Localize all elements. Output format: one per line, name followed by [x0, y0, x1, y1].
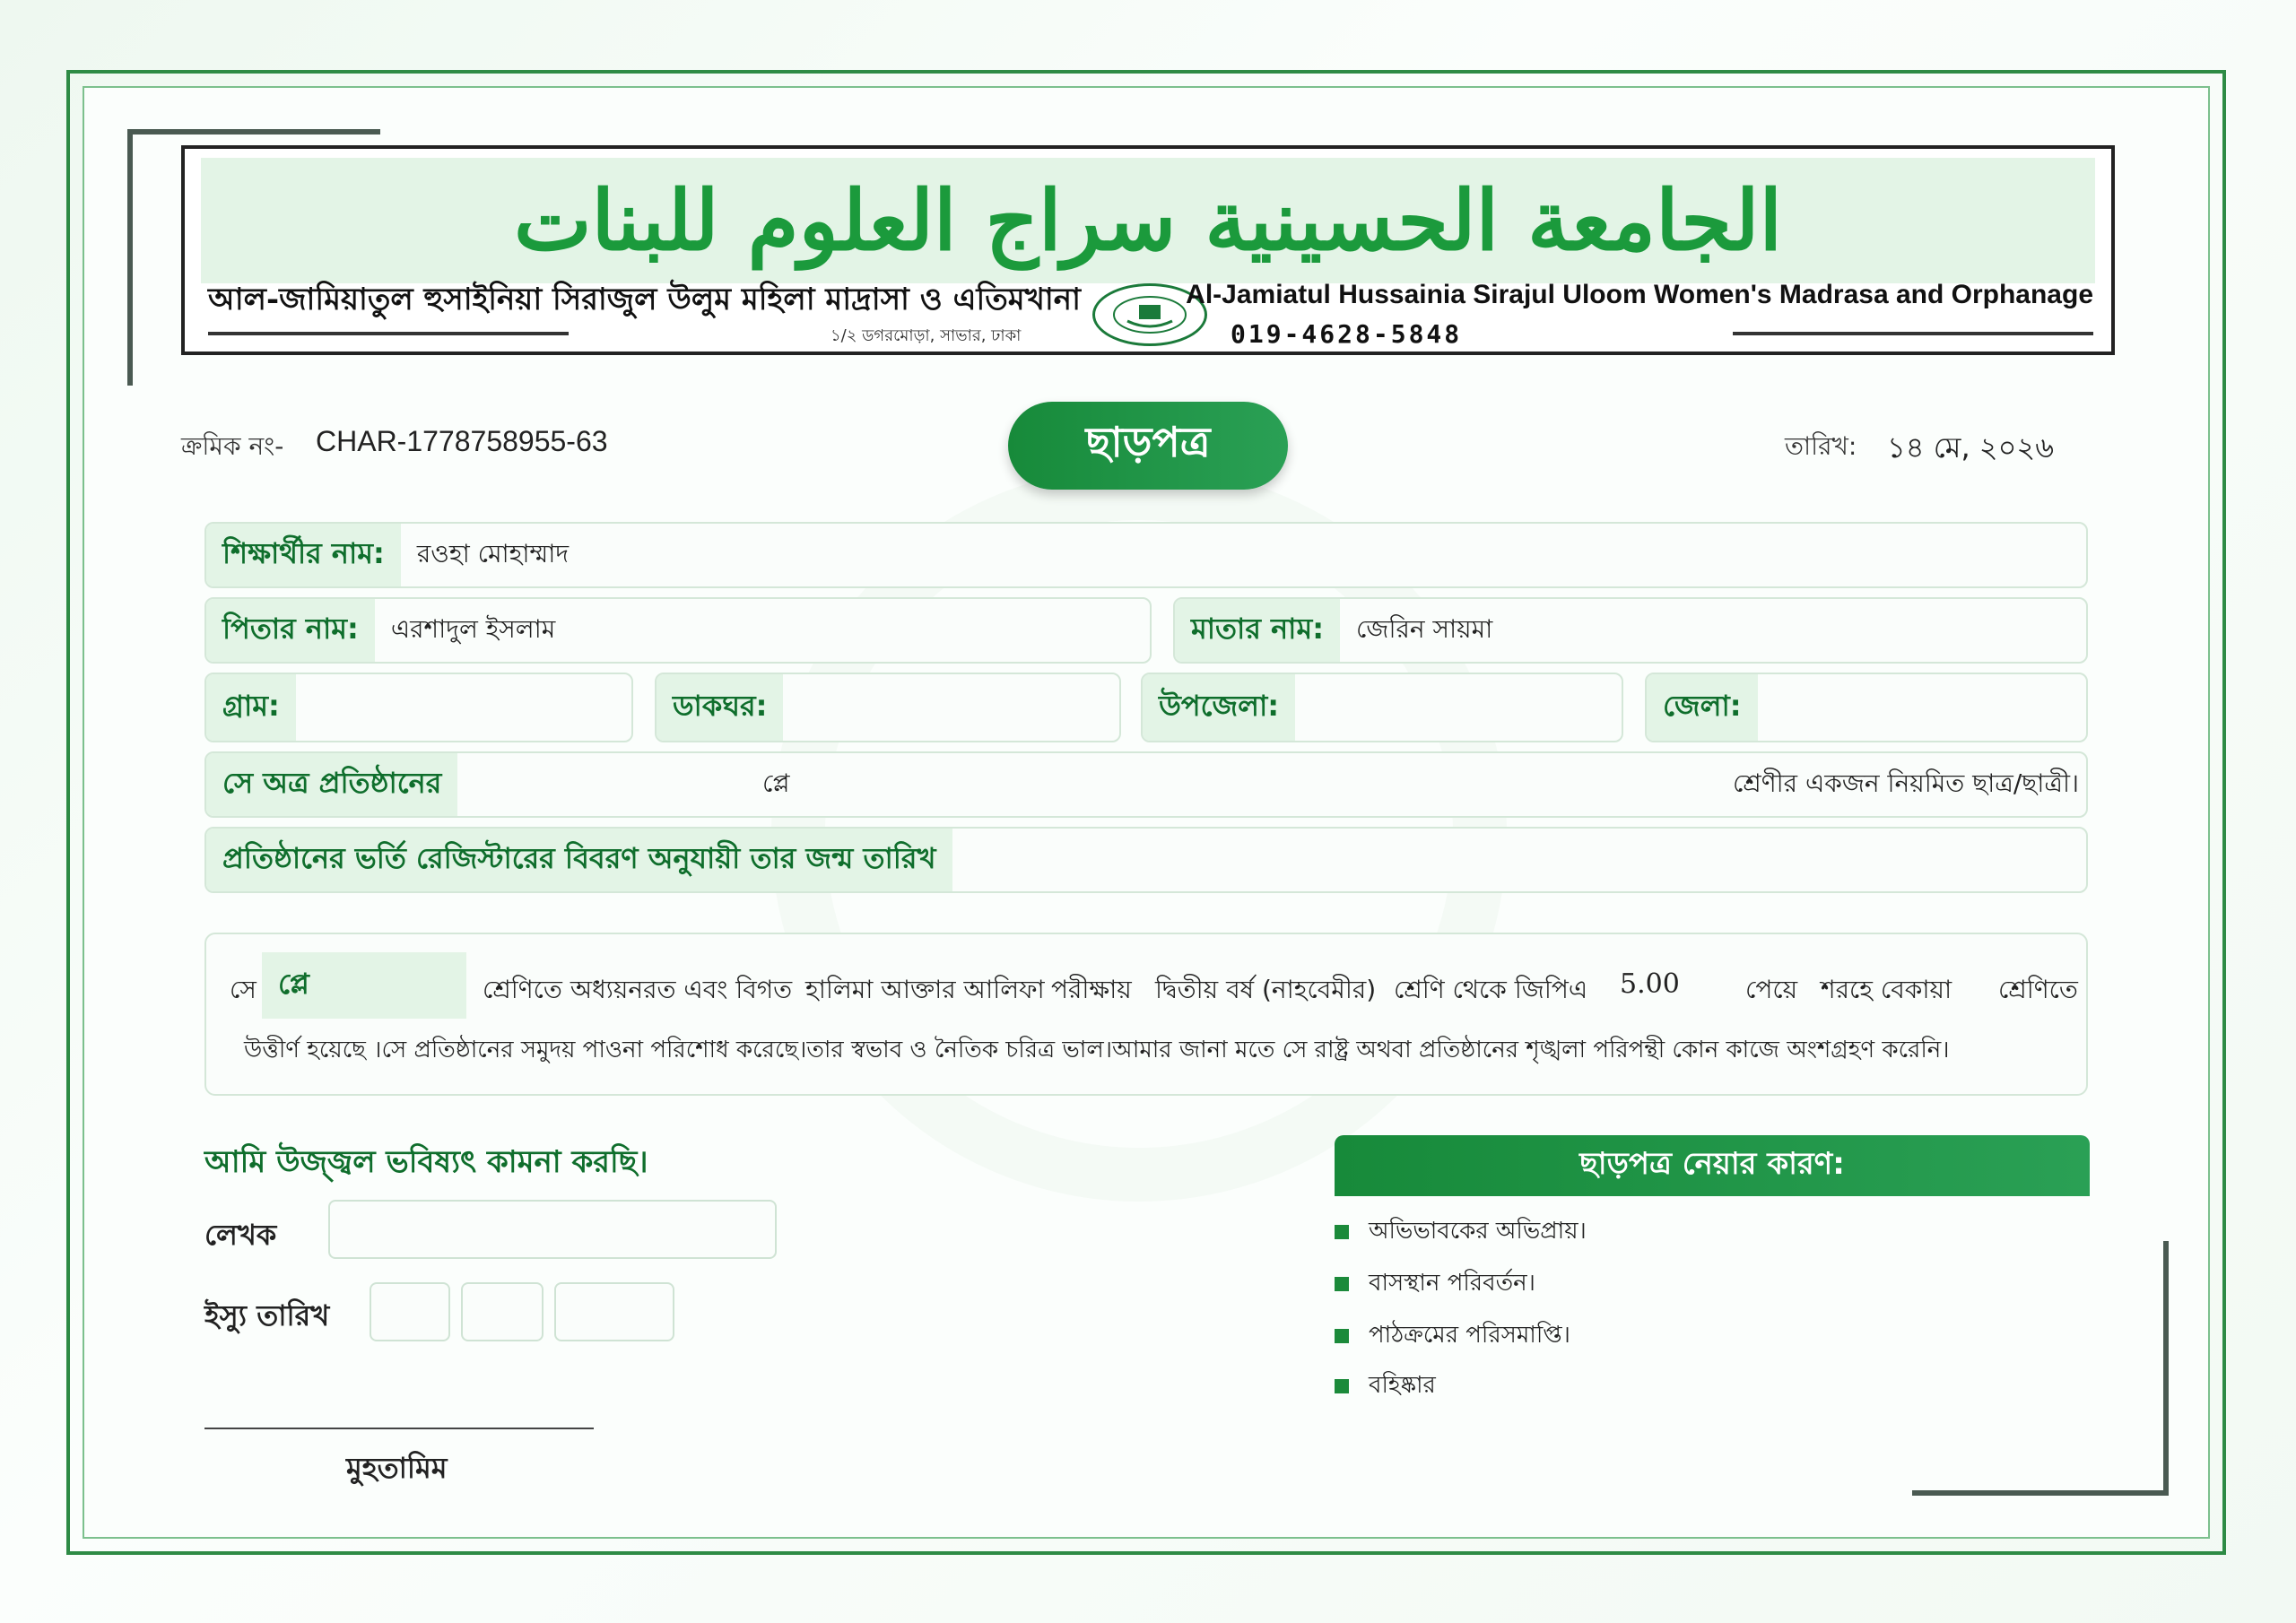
reason-item[interactable] [1335, 1316, 1570, 1356]
header-rule-left [208, 332, 569, 335]
mother-name-field[interactable] [1173, 597, 2088, 664]
issue-date-month-input[interactable] [461, 1282, 544, 1341]
district-field[interactable] [1645, 673, 2088, 742]
reason-item[interactable] [1335, 1367, 1436, 1406]
issue-date-label: ইস্যু তারিখ [204, 1298, 330, 1332]
english-institution-name: Al-Jamiatul Hussainia Sirajul Uloom Women's Madrasa and Orphanage [1186, 280, 2093, 309]
arabic-calligraphy-banner [201, 158, 2095, 283]
institution-class-suffix: শ্রেণীর একজন নিয়মিত ছাত্র/ছাত্রী। [1733, 768, 2079, 798]
reason-text: অভিভাবকের অভিপ্রায়। [1369, 1218, 1587, 1245]
statement-next-class: শরহে বেকায়া [1821, 975, 1952, 1004]
statement-get-text: পেয়ে [1745, 975, 1798, 1004]
institution-phone: 019-4628-5848 [1231, 319, 1463, 349]
statement-studying-text: শ্রেণিতে অধ্যয়নরত এবং বিগত [483, 975, 793, 1004]
father-name-field[interactable] [204, 597, 1152, 664]
corner-ornament-top-left [127, 129, 380, 135]
signature-label: মুহতামিম [346, 1451, 448, 1485]
village-field[interactable] [204, 673, 633, 742]
writer-input[interactable] [328, 1200, 777, 1259]
student-name-field[interactable] [204, 522, 2088, 588]
father-name-value: এরশাদুল ইসলাম [390, 613, 556, 644]
statement-exam-text: পরীক্ষায় [1051, 975, 1132, 1004]
square-bullet-icon [1335, 1329, 1349, 1343]
corner-ornament-top-left-vertical [127, 129, 133, 386]
reason-text: বহিষ্কার [1369, 1372, 1436, 1399]
institution-class-label: সে অত্র প্রতিষ্ঠানের [206, 753, 457, 816]
institution-header [181, 145, 2115, 355]
reason-item[interactable] [1335, 1264, 1535, 1304]
serial-number: CHAR-1778758955-63 [316, 425, 608, 457]
document-title-badge: ছাড়পত্র [1008, 402, 1288, 490]
institution-address: ১/২ ডগরমোড়া, সাভার, ঢাকা [831, 326, 1022, 345]
date-of-birth-label: প্রতিষ্ঠানের ভর্তি রেজিস্টারের বিবরণ অনুযায়ী তার জন্ম তারিখ [206, 829, 952, 891]
mother-name-value: জেরিন সায়মা [1356, 613, 1493, 644]
statement-year: দ্বিতীয় বর্ষ (নাহবেমীর) [1155, 975, 1377, 1004]
issue-date-day-input[interactable] [370, 1282, 450, 1341]
mother-name-label: মাতার নাম: [1175, 599, 1340, 662]
district-label: জেলা: [1647, 674, 1758, 741]
certificate-statement [204, 933, 2088, 1096]
statement-class-value[interactable]: প্লে [262, 952, 466, 1019]
header-rule-right [1733, 332, 2093, 335]
institution-class-field[interactable] [204, 751, 2088, 818]
reason-item[interactable] [1335, 1212, 1587, 1252]
date-value: ১৪ মে, ২০২৬ [1887, 430, 2055, 464]
reason-text: বাসস্থান পরিবর্তন। [1369, 1270, 1535, 1297]
leaving-reasons-header: ছাড়পত্র নেয়ার কারণ: [1335, 1135, 2090, 1196]
statement-gpa-value: 5.00 [1620, 968, 1680, 1000]
student-name-value: রওহা মোহাম্মাদ [416, 538, 570, 568]
village-label: গ্রাম: [206, 674, 296, 741]
bangla-institution-name: আল-জামিয়াতুল হুসাইনিয়া সিরাজুল উলুম মহিলা মাদ্রাসা ও এতিমখানা [208, 282, 1081, 317]
statement-class-text: শ্রেণিতে [1998, 975, 2078, 1004]
good-wishes-text: আমি উজ্জ্বল ভবিষ্যৎ কামনা করছি। [204, 1144, 648, 1180]
date-of-birth-field[interactable] [204, 827, 2088, 893]
signature-line [204, 1428, 594, 1429]
statement-word-she: সে [230, 975, 257, 1004]
statement-examinee-name: হালিমা আক্তার আলিফা [805, 975, 1045, 1004]
post-office-field[interactable] [655, 673, 1121, 742]
father-name-label: পিতার নাম: [206, 599, 375, 662]
issue-date-year-input[interactable] [554, 1282, 674, 1341]
corner-ornament-bottom-right [1912, 1490, 2169, 1496]
upazila-field[interactable] [1141, 673, 1623, 742]
serial-label: ক্রমিক নং- [181, 431, 284, 461]
reason-text: পাঠক্রমের পরিসমাপ্তি। [1369, 1322, 1570, 1349]
institution-class-value: প্লে [762, 768, 790, 798]
date-label: তারিখ: [1785, 431, 1857, 461]
upazila-label: উপজেলা: [1143, 674, 1295, 741]
statement-gpa-text: শ্রেণি থেকে জিপিএ [1394, 975, 1588, 1004]
square-bullet-icon [1335, 1225, 1349, 1239]
writer-label: লেখক [204, 1218, 277, 1252]
student-name-label: শিক্ষার্থীর নাম: [206, 524, 401, 586]
square-bullet-icon [1335, 1379, 1349, 1393]
post-office-label: ডাকঘর: [657, 674, 783, 741]
corner-ornament-bottom-right-vertical [2163, 1241, 2169, 1496]
square-bullet-icon [1335, 1277, 1349, 1291]
arabic-title: الجامعة الحسينية سراج العلوم للبنات [513, 172, 1783, 269]
statement-line-two: উত্তীর্ণ হয়েছে ।সে প্রতিষ্ঠানের সমুদয় পাওনা পরিশোধ করেছে।তার স্বভাব ও নৈতিক চরিত্র ভাল।আমার জানা মতে সে রাষ্ট্র অথবা প্রতিষ্ঠানের শৃঙ্খলা পরিপন্থী কোন কাজে অংশগ্রহণ করেনি। [244, 1037, 1950, 1063]
